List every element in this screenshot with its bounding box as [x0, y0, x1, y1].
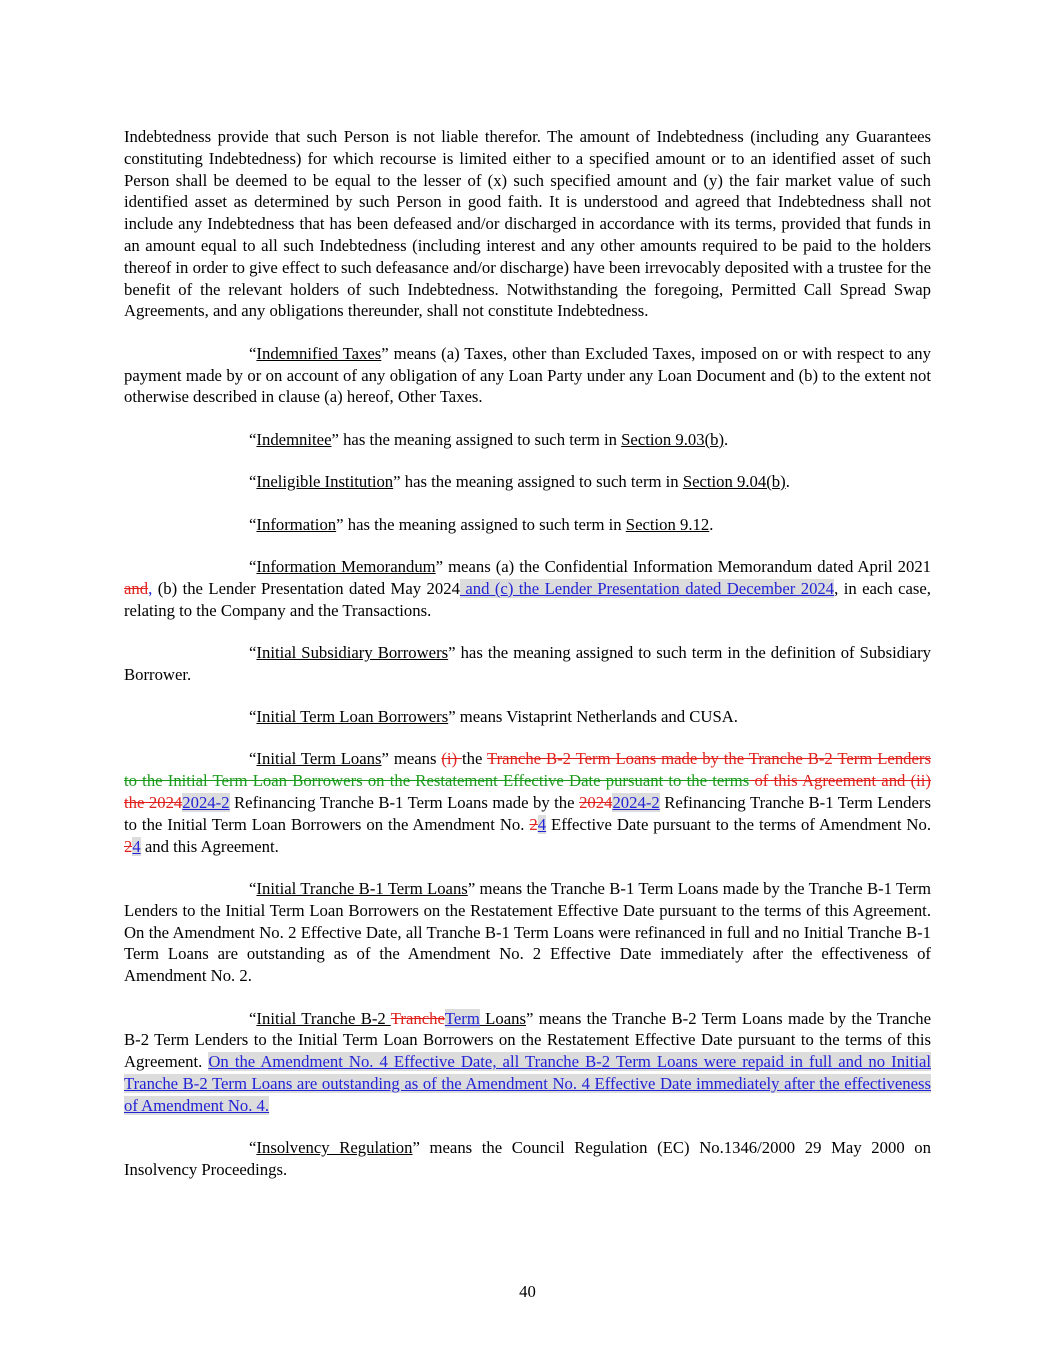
- definition-information-memorandum: [124, 556, 931, 621]
- definition-information: [124, 514, 931, 536]
- inserted-text: Term: [444, 1008, 480, 1028]
- defined-term: Ineligible Institution: [256, 472, 394, 492]
- definition-text: ” has the meaning assigned to such term in: [393, 472, 683, 492]
- inserted-text: ,: [148, 578, 153, 598]
- body-text: [124, 126, 931, 1201]
- definition-text: Refinancing Tranche B-1 Term Lenders to the Initial Term Loan Borrowers on the Amendment No.: [124, 793, 931, 834]
- defined-term: Indemnitee: [256, 429, 332, 449]
- definition-initial-term-loans: [124, 748, 931, 857]
- definition-initial-tranche-b2-term-loans: [124, 1008, 931, 1117]
- open-quote: “: [249, 514, 257, 534]
- definition-indemnified-taxes: [124, 343, 931, 408]
- defined-term: Insolvency Regulation: [256, 1138, 413, 1158]
- deleted-text: and: [124, 578, 149, 598]
- open-quote: “: [249, 879, 257, 899]
- section-reference: Section 9.04(b): [682, 472, 786, 492]
- defined-term: Initial Term Loans: [256, 749, 382, 769]
- open-quote: “: [249, 707, 257, 727]
- inserted-text: 2024-2: [612, 793, 660, 813]
- definition-text: ” means the Tranche B-1 Term Loans made by the Tranche B-1 Term Lenders to the Initial Term Loan Borrowers on the Restatement Effective Date pursuant to the terms of this Agreement. On the Amendment No. 2 Effective Date, all Tranche B-1 Term Loans were refinanced in full and no Initial Tranche B-1 Term Loans are outstanding as of the Amendment No. 2 Effective Date immediately after the effectiveness of Amendment No. 2.: [124, 879, 932, 986]
- section-reference: Section 9.12: [625, 514, 710, 534]
- definition-text: Effective Date pursuant to the terms of Amendment No.: [546, 814, 931, 834]
- deleted-text: of this Agreement and (ii) the 2024: [124, 771, 931, 813]
- definition-text: (b) the Lender Presentation dated May 2024: [152, 578, 460, 598]
- open-quote: “: [249, 472, 257, 492]
- definition-text: ” has the meaning assigned to such term in: [336, 514, 626, 534]
- period: .: [724, 429, 729, 449]
- definition-text: ” means (a) Taxes, other than Excluded Taxes, imposed on or with respect to any payment made by or on account of any obligation of any Loan Party under any Loan Document and (b) to the extent not otherwise described in clause (a) hereof, Other Taxes.: [124, 343, 931, 407]
- inserted-text: 4: [537, 814, 547, 834]
- definition-text: ” has the meaning assigned to such term in: [331, 429, 622, 449]
- inserted-text: 4: [132, 836, 141, 856]
- deleted-text: 2: [529, 814, 538, 834]
- definition-text: ” means (a) the Confidential Information Memorandum dated April 2021: [435, 556, 932, 576]
- deleted-text: Tranche: [390, 1008, 445, 1028]
- defined-term: Information: [256, 514, 337, 534]
- open-quote: “: [249, 642, 257, 662]
- definition-indemnitee: [124, 429, 931, 451]
- paragraph-indebtedness-continuation: Indebtedness provide that such Person is not liable therefor. The amount of Indebtedness (including any Guarantees constituting Indebtedness) for which recourse is limited either to a specified amount or to an identified asset of such Person shall be deemed to be equal to the lesser of (x) such specified amount and (y) the fair market value of such identified asset as determined by such Person in good faith. It is understood and agreed that Indebtedness shall not include any Indebtedness that has been defeased and/or discharged in accordance with its terms, provided that funds in an amount equal to all such Indebtedness (including interest and any other amounts required to be paid to the holders thereof in order to give effect to such defeasance and/or discharge) have been irrevocably deposited with a trustee for the benefit of the relevant holders of such Indebtedness. Notwithstanding the foregoing, Permitted Call Spread Swap Agreements, and any obligations thereunder, shall not constitute Indebtedness.: [124, 127, 931, 321]
- definition-text: ” means Vistaprint Netherlands and CUSA.: [448, 707, 738, 727]
- definition-text: , in each case, relating to the Company and the Transactions.: [124, 578, 931, 620]
- section-reference: Section 9.03(b): [621, 429, 725, 449]
- defined-term: Initial Subsidiary Borrowers: [256, 642, 449, 662]
- open-quote: “: [249, 556, 257, 576]
- definition-text: ” means the Council Regulation (EC) No.1346/2000 29 May 2000 on Insolvency Proceedings.: [124, 1138, 931, 1180]
- definition-initial-tranche-b1-term-loans: [124, 878, 931, 987]
- open-quote: “: [249, 343, 257, 363]
- deleted-text: 2: [124, 836, 133, 856]
- defined-term: Initial Tranche B-1 Term Loans: [256, 879, 468, 899]
- definition-text: Refinancing Tranche B-1 Term Loans made by the: [229, 793, 580, 813]
- definition-insolvency-regulation: [124, 1137, 931, 1181]
- deleted-text: Tranche B-2 Term Loans made by the Tranche B-2 Term Lenders: [487, 749, 931, 769]
- defined-term: Initial Tranche B-2: [256, 1008, 391, 1028]
- inserted-text: and (c) the Lender Presentation dated December 2024: [459, 578, 835, 598]
- definition-text: the: [462, 749, 488, 769]
- period: .: [709, 514, 714, 534]
- definition-initial-term-loan-borrowers: [124, 706, 931, 728]
- defined-term: Information Memorandum: [256, 556, 436, 576]
- open-quote: “: [249, 749, 257, 769]
- defined-term: Loans: [479, 1008, 526, 1028]
- open-quote: “: [249, 1138, 257, 1158]
- deleted-text: 2024: [579, 793, 613, 813]
- page-number: 40: [519, 1282, 536, 1301]
- definition-text: and this Agreement.: [140, 836, 279, 856]
- inserted-text: 2024-2: [182, 793, 230, 813]
- definition-initial-subsidiary-borrowers: [124, 642, 931, 686]
- definition-ineligible-institution: [124, 471, 931, 493]
- period: .: [785, 472, 790, 492]
- open-quote: “: [249, 429, 257, 449]
- inserted-text: On the Amendment No. 4 Effective Date, all Tranche B-2 Term Loans were repaid in full and no Initial Tranche B-2 Term Loans are outstanding as of the Amendment No. 4 Effective Date immediately after the effectiveness of Amendment No. 4.: [124, 1052, 931, 1115]
- defined-term: Indemnified Taxes: [256, 343, 382, 363]
- open-quote: “: [249, 1008, 257, 1028]
- definition-text: ” means the Tranche B-2 Term Loans made by the Tranche B-2 Term Lenders to the Initial Term Loan Borrowers on the Restatement Effective Date pursuant to the terms of this Agreement.: [124, 1008, 931, 1072]
- deleted-text: (i): [441, 749, 463, 769]
- definition-text: ” means: [381, 749, 442, 769]
- moved-deleted-text: to the Initial Term Loan Borrowers on the Restatement Effective Date pursuant to the terms: [124, 771, 750, 791]
- defined-term: Initial Term Loan Borrowers: [256, 707, 449, 727]
- definition-text: ” has the meaning assigned to such term in the definition of Subsidiary Borrower.: [124, 642, 931, 684]
